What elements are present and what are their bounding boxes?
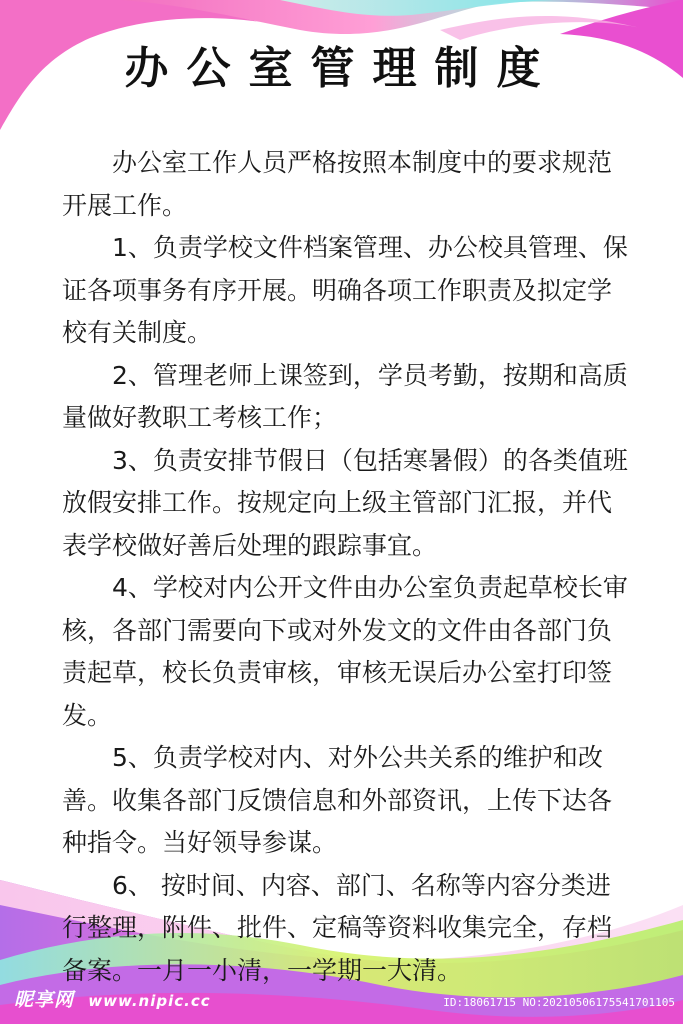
clause-1: 1、负责学校文件档案管理、办公校具管理、保证各项事务有序开展。明确各项工作职责及拟定学校有关制度。 <box>62 233 628 347</box>
clause-2: 2、管理老师上课签到，学员考勤，按期和高质量做好教职工考核工作； <box>62 360 628 432</box>
clause-3: 3、负责安排节假日（包括寒暑假）的各类值班放假安排工作。按规定向上级主管部门汇报，并代表学校做好善后处理的跟踪事宜。 <box>62 445 628 560</box>
clause-5: 5、负责学校对内、对外公共关系的维护和改善。收集各部门反馈信息和外部资讯，上传下达各种指令。当好领导参谋。 <box>62 743 613 857</box>
intro-paragraph: 办公室工作人员严格按照本制度中的要求规范开展工作。 <box>62 148 613 220</box>
watermark-brand: 昵享网 <box>14 989 75 1011</box>
clause-6: 6、 按时间、内容、部门、名称等内容分类进行整理，附件、批件、定稿等资料收集完全，存档备案。一月一小清，一学期一大清。 <box>62 870 613 985</box>
watermark-url: www.nipic.cc <box>88 992 211 1010</box>
clause-4: 4、学校对内公开文件由办公室负责起草校长审核，各部门需要向下或对外发文的文件由各部门负责起草，校长负责审核，审核无误后办公室打印签发。 <box>62 573 628 730</box>
page-title: 办公室管理制度 <box>124 43 559 94</box>
site-watermark <box>14 985 211 1012</box>
image-id-tag: ID:18061715 NO:20210506175541701105 <box>443 996 675 1009</box>
regulation-body <box>62 142 634 992</box>
